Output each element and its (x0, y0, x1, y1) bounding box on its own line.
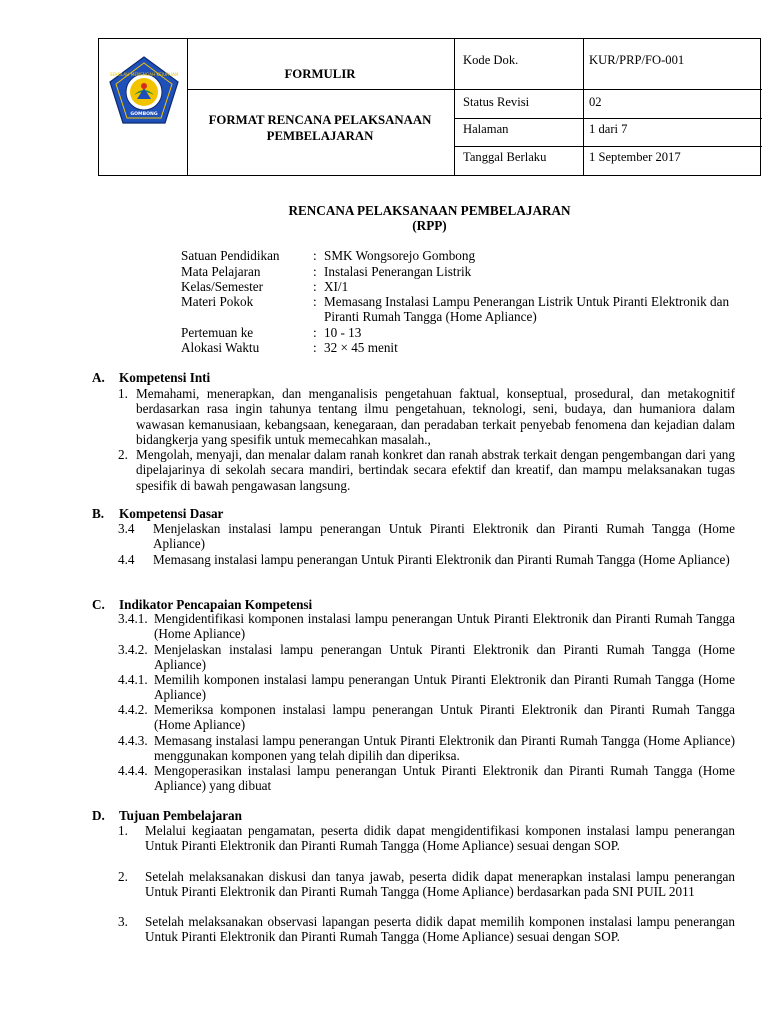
status-revisi-label: Status Revisi (463, 95, 530, 109)
identity-value: 32 × 45 menit (324, 340, 398, 355)
identity-value: XI/1 (324, 279, 349, 294)
section-letter: A. (92, 370, 105, 385)
table-divider (583, 39, 584, 175)
identity-key: Kelas/Semester (181, 279, 264, 294)
identity-key: Satuan Pendidikan (181, 248, 280, 263)
kode-dok-value: KUR/PRP/FO-001 (589, 53, 685, 67)
identity-key: Pertemuan ke (181, 325, 254, 340)
section-letter: B. (92, 506, 105, 521)
table-divider (454, 118, 762, 119)
list-number: 1. (118, 386, 128, 401)
tanggal-berlaku-label: Tanggal Berlaku (463, 150, 547, 164)
section-title: Indikator Pencapaian Kompetensi (119, 597, 313, 612)
identity-colon: : (313, 264, 317, 279)
kode-dok-label: Kode Dok. (463, 53, 519, 67)
list-number: 4.4.4. (118, 763, 148, 778)
identity-colon: : (313, 248, 317, 263)
section-title: Kompetensi Inti (119, 370, 211, 385)
logo-text-top: SEKOLAH MENENGAH KEJURUAN (109, 72, 179, 77)
title-line-2: (RPP) (412, 218, 447, 233)
school-logo (107, 55, 181, 129)
identity-value: SMK Wongsorejo Gombong (324, 248, 476, 263)
table-divider (187, 39, 188, 175)
formulir-label: FORMULIR (284, 67, 356, 81)
section-letter: C. (92, 597, 105, 612)
list-item: Setelah melaksanakan diskusi dan tanya jawab, peserta didik dapat menerapkan instalasi lampu penerangan Untuk Piranti Elektronik dan Piranti Rumah Tangga (Home Apliance) berdasarkan pada SNI PUIL 2011 (145, 869, 735, 900)
list-item: Memasang instalasi lampu penerangan Untuk Piranti Elektronik dan Piranti Rumah Tangga (Home Apliance) (153, 552, 730, 567)
list-number: 2. (118, 869, 128, 884)
list-number: 3.4.2. (118, 642, 148, 657)
identity-colon: : (313, 294, 317, 309)
title-line-1: RENCANA PELAKSANAAN PEMBELAJARAN (288, 203, 571, 218)
identity-value: Memasang Instalasi Lampu Penerangan Listrik Untuk Piranti Elektronik dan Piranti Rumah Tangga (Home Apliance) (324, 294, 730, 325)
list-item: Memasang instalasi lampu penerangan Untuk Piranti Elektronik dan Piranti Rumah Tangga (Home Apliance) menggunakan komponen yang telah dipilih dan diperiksa. (154, 733, 735, 764)
section-title: Tujuan Pembelajaran (119, 808, 242, 823)
list-number: 4.4 (118, 552, 135, 567)
list-number: 4.4.1. (118, 672, 148, 687)
document-title (98, 203, 761, 233)
status-revisi-value: 02 (589, 95, 602, 109)
table-divider (454, 89, 762, 90)
list-number: 1. (118, 823, 128, 838)
section-title: Kompetensi Dasar (119, 506, 224, 521)
list-number: 4.4.2. (118, 702, 148, 717)
list-number: 3.4 (118, 521, 135, 536)
list-item: Menjelaskan instalasi lampu penerangan Untuk Piranti Elektronik dan Piranti Rumah Tangga (Home Apliance) (153, 521, 735, 552)
list-item: Melalui kegiaatan pengamatan, peserta didik dapat mengidentifikasi komponen instalasi lampu penerangan Untuk Piranti Elektronik dan Piranti Rumah Tangga (Home Apliance) sesuai dengan SOP. (145, 823, 735, 854)
list-item: Menjelaskan instalasi lampu penerangan Untuk Piranti Elektronik dan Piranti Rumah Tangga (Home Apliance) (154, 642, 735, 673)
identity-value: 10 - 13 (324, 325, 362, 340)
format-title: FORMAT RENCANA PELAKSANAAN PEMBELAJARAN (208, 113, 432, 143)
list-item: Mengidentifikasi komponen instalasi lampu penerangan Untuk Piranti Elektronik dan Piranti Rumah Tangga (Home Apliance) (154, 611, 735, 642)
document-header-table (98, 38, 761, 176)
identity-key: Mata Pelajaran (181, 264, 261, 279)
identity-key: Materi Pokok (181, 294, 254, 309)
list-item: Mengoperasikan instalasi lampu penerangan Untuk Piranti Elektronik dan Piranti Rumah Tangga (Home Apliance) yang dibuat (154, 763, 735, 794)
identity-colon: : (313, 325, 317, 340)
list-item: Memeriksa komponen instalasi lampu penerangan Untuk Piranti Elektronik dan Piranti Rumah Tangga (Home Apliance) (154, 702, 735, 733)
table-divider (454, 146, 762, 147)
identity-value: Instalasi Penerangan Listrik (324, 264, 472, 279)
identity-key: Alokasi Waktu (181, 340, 260, 355)
list-number: 3. (118, 914, 128, 929)
tanggal-berlaku-value: 1 September 2017 (589, 150, 681, 164)
section-letter: D. (92, 808, 105, 823)
list-item: Setelah melaksanakan observasi lapangan peserta didik dapat memilih komponen instalasi lampu penerangan Untuk Piranti Elektronik dan Piranti Rumah Tangga (Home Apliance) sesuai dengan SOP. (145, 914, 735, 945)
table-divider (187, 89, 454, 90)
list-item: Mengolah, menyaji, dan menalar dalam ranah konkret dan ranah abstrak terkait dengan pengembangan dari yang dipelajarinya di sekolah secara mandiri, bertindak secara efektif dan kreatif, dan mampu melaksanakan tugas spesifik di bawah pengawasan langsung. (136, 447, 735, 493)
list-item: Memilih komponen instalasi lampu penerangan Untuk Piranti Elektronik dan Piranti Rumah Tangga (Home Apliance) (154, 672, 735, 703)
table-divider (454, 39, 455, 175)
logo-text-bottom: GOMBONG (130, 112, 158, 117)
list-number: 2. (118, 447, 128, 462)
identity-colon: : (313, 340, 317, 355)
list-number: 3.4.1. (118, 611, 148, 626)
identity-colon: : (313, 279, 317, 294)
halaman-label: Halaman (463, 122, 509, 136)
list-number: 4.4.3. (118, 733, 148, 748)
list-item: Memahami, menerapkan, dan menganalisis pengetahuan faktual, konseptual, prosedural, dan metakognitif berdasarkan rasa ingin tahunya tentang ilmu pengetahuan, teknologi, seni, budaya, dan humaniora dalam wawasan kemanusiaan, kebangsaan, kenegaraan, dan peradaban terkait penyebab fenomena dan kejadian dalam bidangkerja yang spesifik untuk memecahkan masalah., (136, 386, 735, 448)
halaman-value: 1 dari 7 (589, 122, 628, 136)
